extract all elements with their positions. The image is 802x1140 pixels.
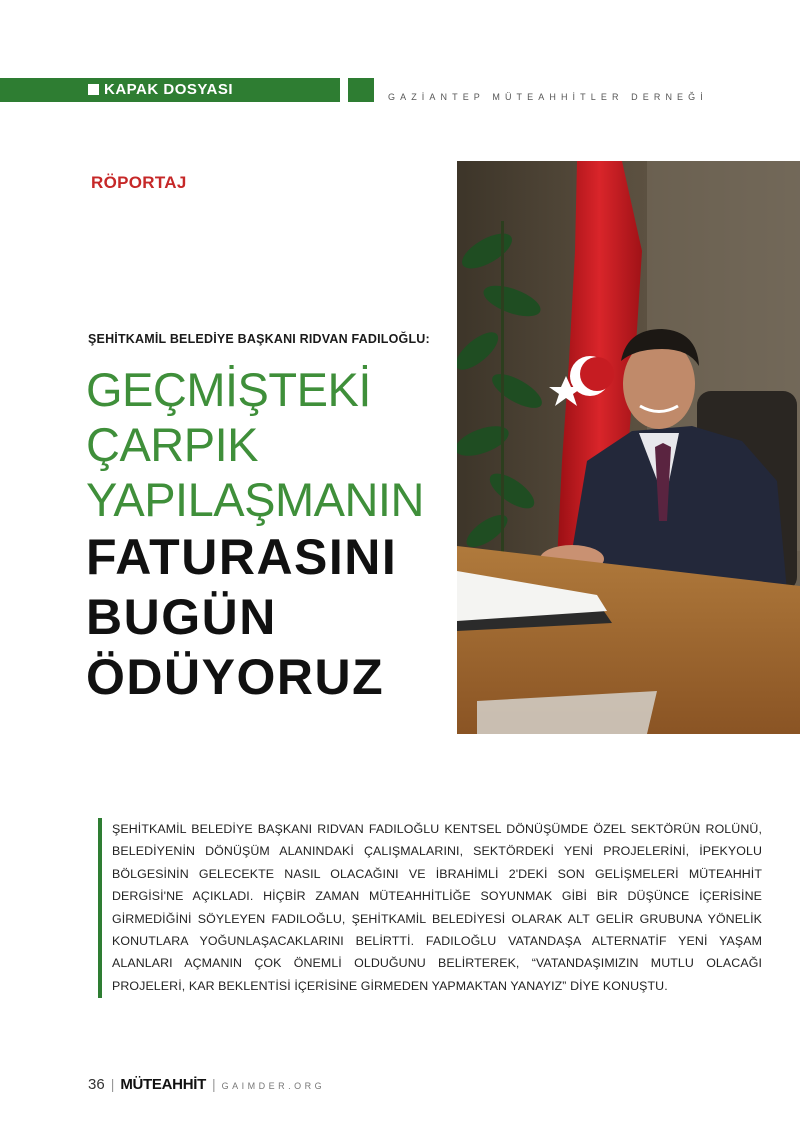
page-footer (88, 1076, 325, 1093)
headline-part1 (86, 362, 446, 527)
magazine-brand: MÜTEAHHİT (120, 1076, 206, 1093)
website-url[interactable]: GAIMDER.ORG (221, 1081, 326, 1091)
headline-line: ÇARPIK (86, 418, 258, 471)
association-name: GAZİANTEP MÜTEAHHİTLER DERNEĞİ (388, 92, 708, 102)
headline-line: FATURASINI (86, 529, 398, 585)
section-bar (0, 78, 340, 102)
section-label: KAPAK DOSYASI (104, 81, 234, 98)
headline-part2 (86, 527, 456, 707)
headline-line: YAPILAŞMANIN (86, 473, 424, 526)
portrait-photo (457, 161, 800, 734)
headline-line: BUGÜN (86, 589, 277, 645)
article-category: RÖPORTAJ (91, 173, 187, 192)
footer-separator: | (211, 1076, 216, 1092)
square-bullet-icon (88, 84, 99, 95)
section-bar-accent (348, 78, 374, 102)
headline-line: GEÇMİŞTEKİ (86, 363, 371, 416)
intro-paragraph: ŞEHİTKAMİL BELEDİYE BAŞKANI RIDVAN FADILOĞLU KENTSEL DÖNÜŞÜMDE ÖZEL SEKTÖRÜN ROLÜNÜ, BELEDİYENİN DÖNÜŞÜM ALANINDAKİ ÇALIŞMALARINI, SEKTÖRDEKİ YENİ PROJELERİNİ, İPEKYOLU BÖLGESİNİN GELECEKTE NASIL OLACAĞINI VE İBRAHİMLİ 2'DEKİ SON GELİŞMELERİ MÜTEAHHİT DERGİSİ'NE AÇIKLADI. HİÇBİR ZAMAN MÜTEAHHİTLİĞE SOYUNMAK GİBİ BİR DÜŞÜNCE İÇERİSİNE GİRMEDİĞİNİ SÖYLEYEN FADILOĞLU, ŞEHİTKAMİL BELEDİYESİ OLARAK ALT GELİR GRUBUNA YÖNELİK KONUTLARA YOĞUNLAŞACAKLARINI BELİRTTİ. FADILOĞLU VATANDAŞA ALTERNATİF YENİ YAŞAM ALANLARI AÇMANIN ÇOK ÖNEMLİ OLDUĞUNU BELİRTEREK, “VATANDAŞIMIZIN MUTLU OLACAĞI PROJELERİ, KAR BEKLENTİSİ İÇERİSİNE GİRMEDEN YAPMAKTAN YANAYIZ” DİYE KONUŞTU. (112, 822, 762, 993)
page-number: 36 (88, 1076, 105, 1093)
footer-separator: | (110, 1076, 115, 1092)
interview-kicker: ŞEHİTKAMİL BELEDİYE BAŞKANI RIDVAN FADILOĞLU: (88, 332, 430, 346)
headline-line: ÖDÜYORUZ (86, 649, 385, 705)
article-intro (98, 818, 762, 998)
